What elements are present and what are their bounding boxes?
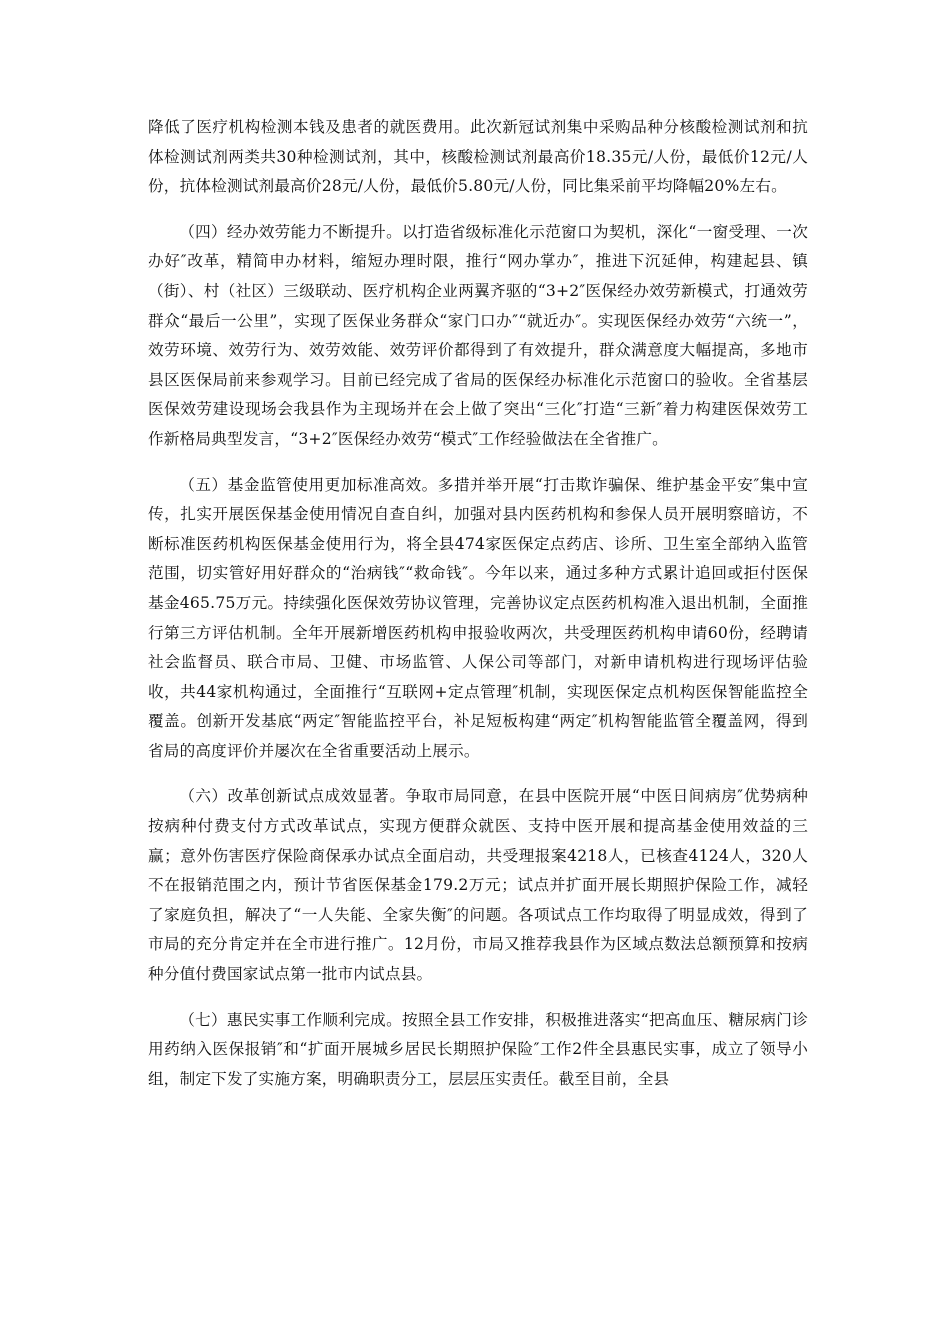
paragraph-service-capacity: （四）经办效劳能力不断提升。以打造省级标准化示范窗口为契机，深化“一窗受理、一次办好″改革，精简申办材料，缩短办理时限，推行“网办掌办″，推进下沉延伸，构建起县、镇（街）、村（社区）三级联动、医疗机构企业两翼齐驱的“3+2″医保经办效劳新模式，打通效劳群众“最后一公里”，实现了医保业务群众“家门口办″“就近办″。实现医保经办效劳“六统一”，效劳环境、效劳行为、效劳效能、效劳评价都得到了有效提升，群众满意度大幅提高，多地市县区医保局前来参观学习。目前已经完成了省局的医保经办标准化示范窗口的验收。全省基层医保效劳建设现场会我县作为主现场并在会上做了突出“三化″打造“三新″着力构建医保效劳工作新格局典型发言，“3+2″医保经办效劳“模式″工作经验做法在全省推广。	[148, 222, 808, 448]
paragraph-procurement-continuation: 降低了医疗机构检测本钱及患者的就医费用。此次新冠试剂集中采购品种分核酸检测试剂和抗体检测试剂两类共30种检测试剂，其中，核酸检测试剂最高价18.35元/人份，最低价12元/人份，抗体检测试剂最高价28元/人份，最低价5.80元/人份，同比集采前平均降幅20%左右。	[148, 118, 808, 196]
paragraph-public-projects: （七）惠民实事工作顺利完成。按照全县工作安排，积极推进落实“把高血压、糖尿病门诊用药纳入医保报销″和“扩面开展城乡居民长期照护保险″工作2件全县惠民实事，成立了领导小组，制定下发了实施方案，明确职责分工，层层压实责任。截至目前，全县	[148, 1010, 808, 1088]
paragraph-reform-pilots: （六）改革创新试点成效显著。争取市局同意，在县中医院开展“中医日间病房″优势病种按病种付费支付方式改革试点，实现方便群众就医、支持中医开展和提高基金使用效益的三赢；意外伤害医疗保险商保承办试点全面启动，共受理报案4218人，已核查4124人，320人不在报销范围之内，预计节省医保基金179.2万元；试点并扩面开展长期照护保险工作，减轻了家庭负担，解决了“一人失能、全家失衡″的问题。各项试点工作均取得了明显成效，得到了市局的充分肯定并在全市进行推广。12月份，市局又推荐我县作为区域点数法总额预算和按病种分值付费国家试点第一批市内试点县。	[148, 787, 808, 984]
document-page	[148, 113, 808, 1110]
paragraph-fund-supervision: （五）基金监管使用更加标准高效。多措并举开展“打击欺诈骗保、维护基金平安″集中宣传，扎实开展医保基金使用情况自查自纠，加强对县内医药机构和参保人员开展明察暗访，不断标准医药机构医保基金使用行为，将全县474家医保定点药店、诊所、卫生室全部纳入监管范围，切实管好用好群众的“治病钱″“救命钱″。今年以来，通过多种方式累计追回或拒付医保基金465.75万元。持续强化医保效劳协议管理，完善协议定点医药机构准入退出机制，全面推行第三方评估机制。全年开展新增医药机构申报验收两次，共受理医药机构申请60份，经聘请社会监督员、联合市局、卫健、市场监管、人保公司等部门，对新申请机构进行现场评估验收，共44家机构通过，全面推行“互联网+定点管理″机制，实现医保定点机构医保智能监控全覆盖。创新开发基底“两定″智能监控平台，补足短板构建“两定″机构智能监管全覆盖网，得到省局的高度评价并屡次在全省重要活动上展示。	[148, 475, 808, 760]
